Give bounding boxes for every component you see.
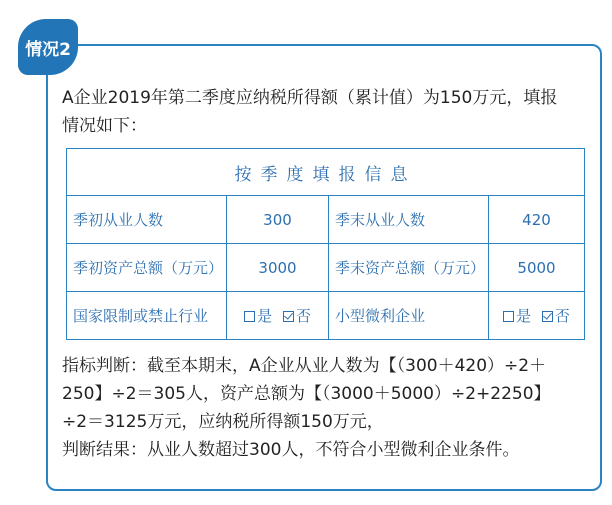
analysis-line-4: 判断结果：从业人数超过300人，不符合小型微利企业条件。 [62,440,520,460]
option-no-label: 否 [295,307,311,325]
intro-text [62,84,592,140]
analysis-line-2: 250】÷2＝305人，资产总额为【（3000＋5000）÷2+2250】 [62,384,551,404]
checkbox-checked-icon [283,311,294,322]
cell-label: 季初资产总额（万元） [67,244,227,292]
quarterly-info-table [66,148,585,340]
option-no [283,307,311,325]
table-header: 按季度填报信息 [67,149,585,196]
checkbox-checked-icon [542,311,553,322]
table-row [67,196,585,244]
intro-line-2: 情况如下： [62,116,147,136]
cell-value: 300 [227,196,329,244]
intro-line-1: A企业2019年第二季度应纳税所得额（累计值）为150万元，填报 [62,88,558,108]
table-row [67,244,585,292]
option-no [542,307,570,325]
cell-label: 小型微利企业 [329,292,489,340]
cell-value: 3000 [227,244,329,292]
cell-label: 季末从业人数 [329,196,489,244]
restricted-industry-options [227,292,329,340]
cell-value: 5000 [489,244,585,292]
option-yes-label: 是 [516,307,532,325]
checkbox-empty-icon [244,311,255,322]
small-enterprise-options [489,292,585,340]
option-yes-label: 是 [257,307,273,325]
table-row [67,292,585,340]
case-tag [18,19,78,75]
option-yes [503,307,531,325]
cell-label: 季末资产总额（万元） [329,244,489,292]
option-no-label: 否 [554,307,570,325]
cell-label: 季初从业人数 [67,196,227,244]
case-tag-label: 情况2 [25,39,71,60]
checkbox-empty-icon [503,311,514,322]
option-yes [244,307,272,325]
cell-label: 国家限制或禁止行业 [67,292,227,340]
analysis-text [62,352,592,464]
analysis-line-1: 指标判断：截至本期末，A企业从业人数为【（300＋420）÷2＋ [62,356,547,376]
table-header-row [67,149,585,196]
analysis-line-3: ÷2＝3125万元，应纳税所得额150万元， [62,412,384,432]
cell-value: 420 [489,196,585,244]
